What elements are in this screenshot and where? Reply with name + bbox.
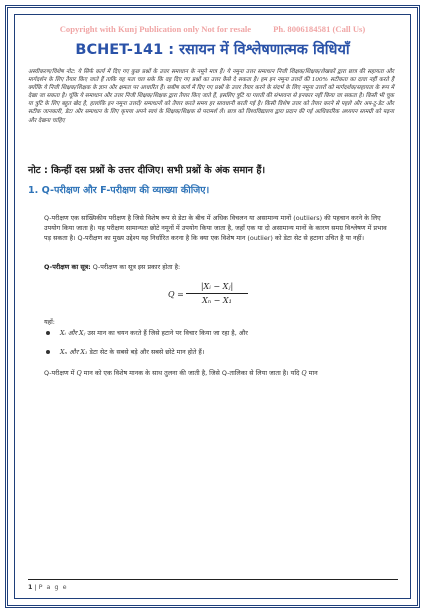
paragraph-q-test-intro: Q-परीक्षण एक सांख्यिकीय परीक्षण है जिसे विशेष रूप से डेटा के बीच में अधिक विचलन या असामान्य मानों (outliers) की पहचान करने के लिए उपयोग किया जाता है। यह परीक्षण सामान्यतः छोटे नमूनों में उपयोग किया जाता है, जहाँ एक या दो असामान्य मानों के कारण समग्र विश्लेषण में प्रभाव पड़ सकता है। Q-परीक्षण का मुख्य उद्देश्य यह निर्धारित करना है कि क्या एक विशेष मान (outlier) को डेटा सेट से हटाना उचित है या नहीं। [44,214,387,242]
note-heading: नोट : किन्हीं दस प्रश्नों के उत्तर दीजिए। सभी प्रश्नों के अंक समान हैं। [28,165,266,176]
bullet-dot [46,350,50,354]
list-item [46,347,386,366]
list-item [46,328,386,347]
fraction-bar [186,293,248,294]
phone-text: Ph. 8006184581 (Call Us) [273,24,366,34]
bullet-list [46,328,386,366]
bullet-symbols: Xₙ और X₁ [60,348,88,356]
footer-separator: | [32,583,39,591]
q-formula [168,281,278,311]
q-symbol: Q [76,369,82,377]
bullet-text: उस मान का चयन करते हैं जिसे हटाने पर विचार किया जा रहा है, और [85,329,248,337]
paragraph-q-comparison [44,368,394,378]
para3-suffix: मान [306,369,318,377]
formula-intro-label: Q-परीक्षण का सूत्र: [44,263,91,271]
q-symbol: Q [301,369,307,377]
formula-intro-text: Q-परीक्षण का सूत्र इस प्रकार होता है: [90,263,181,271]
disclaimer-paragraph: अस्वीकरण/विशेष नोट: ये सिर्फ कार्य में दिए गए कुछ प्रश्नों के उत्तर समाधान के नमूने मात्र हैं। ये नमूना उत्तर समाधान निजी शिक्षक/शिक्षक/लेखकों द्वारा छात्र की सहायता और मार्गदर्शन के लिए तैयार किए जाते हैं ताकि यह पता चल सके कि वह दिए गए प्रश्नों का उत्तर कैसे दे सकता है। हम इन नमूना उत्तरों की 100% सटीकता का दावा नहीं करते हैं क्योंकि ये निजी शिक्षक/शिक्षक के ज्ञान और क्षमता पर आधारित हैं। सबीष कार्य में दिए गए प्रश्नों के उत्तर तैयार करने के संदर्भ के लिए नमूना उत्तरों को मार्गदर्शक/सहायता के रूप में देखा जा सकता है। चूंकि ये समाधान और उत्तर निजी शिक्षक/शिक्षक द्वारा तैयार किए जाते हैं, इसलिए त्रुटि या गलती की संभावना से इनकार नहीं किया जा सकता है। किसी भी चूक या त्रुटि के लिए बहुत खेद है, हालांकि इन नमूना उत्तरों/ समाधानों को तैयार करते समय हर सावधानी बरती गई है। किसी विशेष उत्तर को तैयार करने से पहले और अप-टू-डेट और सटीक जानकारी, डेटा और समाधान के लिए कृपया अपने स्वयं के शिक्षक/शिक्षक से परामर्श लें। छात्र को विश्वविद्यालय द्वारा प्रदान की गई आधिकारिक अध्ययन सामग्री को पढ़ना और देखना चाहिए [28,69,394,124]
formula-denominator: Xₙ − X₁ [202,296,232,305]
page-title: BCHET-141 : रसायन में विश्लेषणात्मक विधियाँ [75,42,350,58]
copyright-text: Copyright with Kunj Publication only Not for resale [59,24,252,34]
formula-intro-line [44,262,394,272]
copyright-banner [0,24,425,34]
formula-numerator: |Xᵢ − Xⱼ| [200,282,234,291]
page-number: 1 [28,583,33,591]
page-footer [28,583,68,591]
bullet-text: डेटा सेट के सबसे बड़े और सबसे छोटे मान होते हैं। [87,348,205,356]
footer-divider [28,579,398,580]
page-word: P a g e [38,583,68,591]
question-1-heading: 1. Q-परीक्षण और F-परीक्षण की व्याख्या कीजिए। [28,185,210,196]
para3-prefix: Q-परीक्षण में [44,369,77,377]
para3-middle: मान को एक विशेष मानक के साथ तुलना की जाती है, जिसे Q-तालिका से लिया जाता है। यदि [81,369,302,377]
where-label: यहाँ: [44,318,55,326]
formula-fraction [186,281,248,306]
bullet-symbols: Xᵢ और Xⱼ [60,329,86,337]
bullet-dot [46,331,50,335]
formula-lhs: Q = [168,290,184,299]
